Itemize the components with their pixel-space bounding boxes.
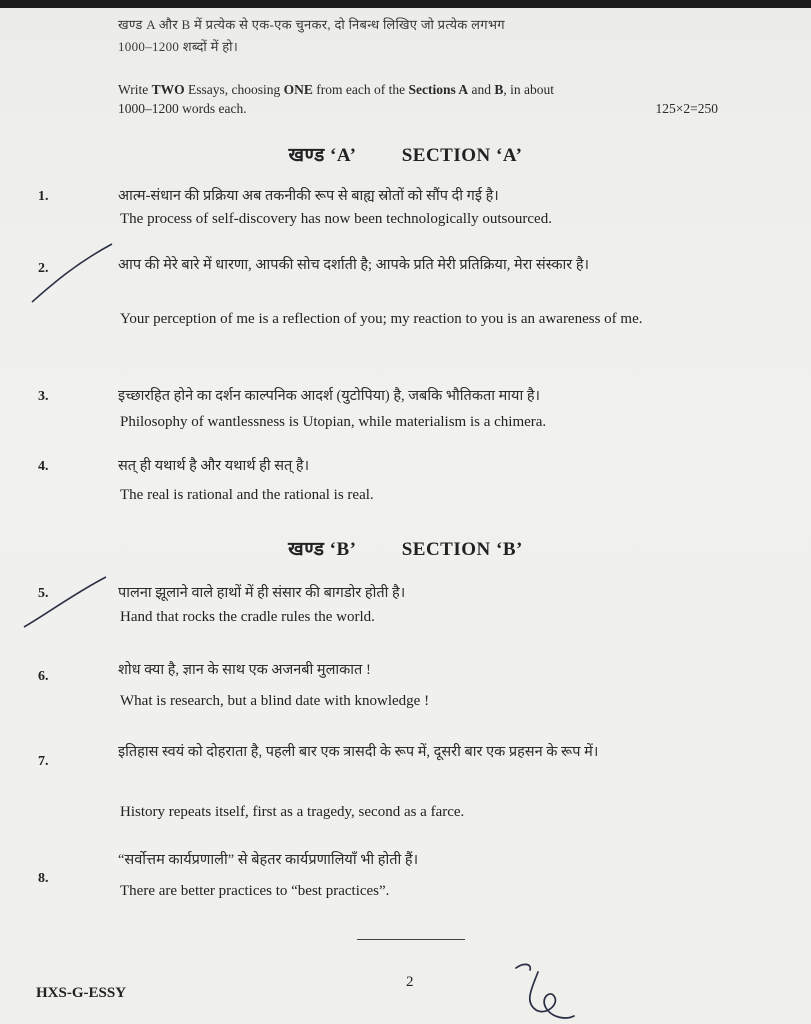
- instr-b: B: [494, 82, 504, 97]
- top-edge-bar: [0, 0, 811, 8]
- question-english: There are better practices to “best practices”.: [120, 883, 390, 899]
- instr-sections: Sections A: [408, 82, 469, 97]
- instr-text: , in about: [503, 82, 554, 97]
- question-hindi: आत्म-संधान की प्रक्रिया अब तकनीकी रूप से बाह्य स्रोतों को सौंप दी गई है।: [118, 188, 499, 204]
- instr-text: from each of the: [312, 82, 409, 97]
- instruction-hindi-line2: 1000–1200 शब्दों में हो।: [118, 39, 239, 54]
- section-a-hindi: खण्ड ‘A’: [288, 145, 357, 166]
- question-hindi: आप की मेरे बारे में धारणा, आपकी सोच दर्शाती है; आपके प्रति मेरी प्रतिक्रिया, मेरा संस्कार है।: [118, 257, 590, 273]
- instr-text: Essays, choosing: [184, 82, 284, 97]
- question-english: Hand that rocks the cradle rules the world.: [120, 609, 375, 625]
- instr-one: ONE: [283, 82, 313, 97]
- question-hindi: पालना झूलाने वाले हाथों में ही संसार की बागडोर होती है।: [118, 585, 406, 601]
- section-a-heading: [0, 141, 811, 167]
- instruction-english-line2-row: [118, 99, 718, 118]
- question-hindi: शोध क्या है, ज्ञान के साथ एक अजनबी मुलाकात !: [118, 662, 371, 678]
- question-english: Philosophy of wantlessness is Utopian, while materialism is a chimera.: [120, 414, 547, 430]
- section-a-english: SECTION ‘A’: [401, 145, 523, 166]
- instruction-english: [118, 80, 718, 118]
- question-hindi: सत् ही यथार्थ है और यथार्थ ही सत् है।: [118, 458, 310, 474]
- handwritten-initial-icon: [510, 958, 580, 1024]
- question-number: 4.: [38, 459, 49, 474]
- paper-code: HXS-G-ESSY: [36, 985, 127, 1001]
- instruction-english-line1: [118, 80, 718, 99]
- question-hindi: इच्छारहित होने का दर्शन काल्पनिक आदर्श (युटोपिया) है, जबकि भौतिकता माया है।: [118, 388, 541, 404]
- end-rule-divider: [357, 939, 465, 940]
- pen-tick-mark-icon: [28, 240, 118, 310]
- question-number: 2.: [38, 261, 49, 276]
- instruction-english-line2: 1000–1200 words each.: [118, 101, 247, 116]
- pen-tick-mark-icon: [20, 573, 110, 633]
- instr-text: and: [468, 82, 495, 97]
- question-english: Your perception of me is a reflection of you; my reaction to you is an awareness of me.: [120, 311, 643, 327]
- instr-text: Write: [118, 82, 152, 97]
- question-number: 6.: [38, 669, 49, 684]
- question-number: 5.: [38, 586, 49, 601]
- section-b-english: SECTION ‘B’: [401, 539, 523, 560]
- question-number: 7.: [38, 754, 49, 769]
- section-b-heading: [0, 535, 811, 561]
- question-english: What is research, but a blind date with knowledge !: [120, 693, 430, 709]
- question-english: The real is rational and the rational is real.: [120, 487, 374, 503]
- question-english: The process of self-discovery has now been technologically outsourced.: [120, 211, 552, 227]
- instr-two: TWO: [151, 82, 185, 97]
- question-hindi: इतिहास स्वयं को दोहराता है, पहली बार एक त्रासदी के रूप में, दूसरी बार एक प्रहसन के रूप में।: [118, 744, 599, 760]
- instruction-hindi: [118, 14, 718, 58]
- marks-total: 125×2=250: [655, 101, 718, 116]
- question-number: 3.: [38, 389, 49, 404]
- question-english: History repeats itself, first as a tragedy, second as a farce.: [120, 804, 465, 820]
- section-b-hindi: खण्ड ‘B’: [288, 539, 357, 560]
- instruction-hindi-line1: खण्ड A और B में प्रत्येक से एक-एक चुनकर, दो निबन्ध लिखिए जो प्रत्येक लगभग: [118, 17, 505, 32]
- question-number: 1.: [38, 189, 49, 204]
- page-number: 2: [406, 974, 414, 990]
- question-hindi: “सर्वोत्तम कार्यप्रणाली” से बेहतर कार्यप्रणालियाँ भी होती हैं।: [118, 852, 419, 868]
- question-number: 8.: [38, 871, 49, 886]
